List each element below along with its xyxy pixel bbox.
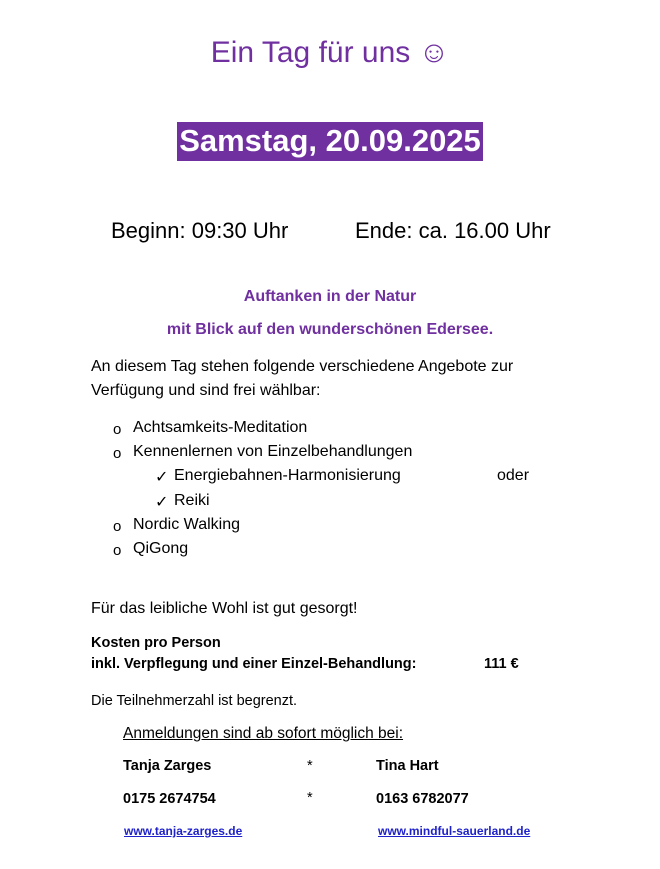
list-item: Achtsamkeits-Meditation	[133, 419, 308, 436]
bullet-icon: o	[113, 518, 122, 535]
subheading-edersee: mit Blick auf den wunderschönen Edersee.	[166, 321, 494, 338]
page-title: Ein Tag für uns ☺	[210, 36, 450, 69]
food-note: Für das leibliche Wohl ist gut gesorgt!	[91, 600, 358, 617]
contact-name-1: Tanja Zarges	[123, 758, 212, 774]
subheading-nature: Auftanken in der Natur	[243, 288, 417, 305]
oder-label: oder	[497, 467, 530, 484]
website-link-mindful[interactable]: www.mindful-sauerland.de	[378, 824, 531, 838]
bullet-icon: o	[113, 445, 122, 462]
list-item: QiGong	[133, 540, 189, 557]
contact-phone-2: 0163 6782077	[376, 791, 469, 807]
costs-detail: inkl. Verpflegung und einer Einzel-Behandlung:	[91, 656, 417, 672]
separator: *	[307, 758, 313, 774]
registration-heading: Anmeldungen sind ab sofort möglich bei:	[123, 725, 404, 742]
website-link-tanja[interactable]: www.tanja-zarges.de	[124, 824, 243, 838]
limited-note: Die Teilnehmerzahl ist begrenzt.	[91, 693, 298, 709]
intro-line-2: Verfügung und sind frei wählbar:	[91, 382, 321, 399]
costs-heading: Kosten pro Person	[91, 635, 221, 651]
sub-list-item: Energiebahnen-Harmonisierung	[174, 467, 401, 484]
bullet-icon: o	[113, 421, 122, 438]
intro-line-1: An diesem Tag stehen folgende verschiedene Angebote zur	[91, 358, 514, 375]
separator: *	[307, 790, 313, 806]
bullet-icon: o	[113, 542, 122, 559]
event-date: Samstag, 20.09.2025	[177, 122, 483, 161]
end-time: Ende: ca. 16.00 Uhr	[355, 218, 551, 243]
sub-list-item: Reiki	[174, 492, 210, 509]
price: 111 €	[484, 656, 519, 672]
date-banner	[0, 122, 660, 161]
check-icon: ✓	[155, 469, 169, 486]
list-item: Kennenlernen von Einzelbehandlungen	[133, 443, 413, 460]
check-icon: ✓	[155, 494, 169, 511]
begin-time: Beginn: 09:30 Uhr	[111, 218, 289, 243]
contact-phone-1: 0175 2674754	[123, 791, 216, 807]
contact-name-2: Tina Hart	[376, 758, 439, 774]
list-item: Nordic Walking	[133, 516, 240, 533]
